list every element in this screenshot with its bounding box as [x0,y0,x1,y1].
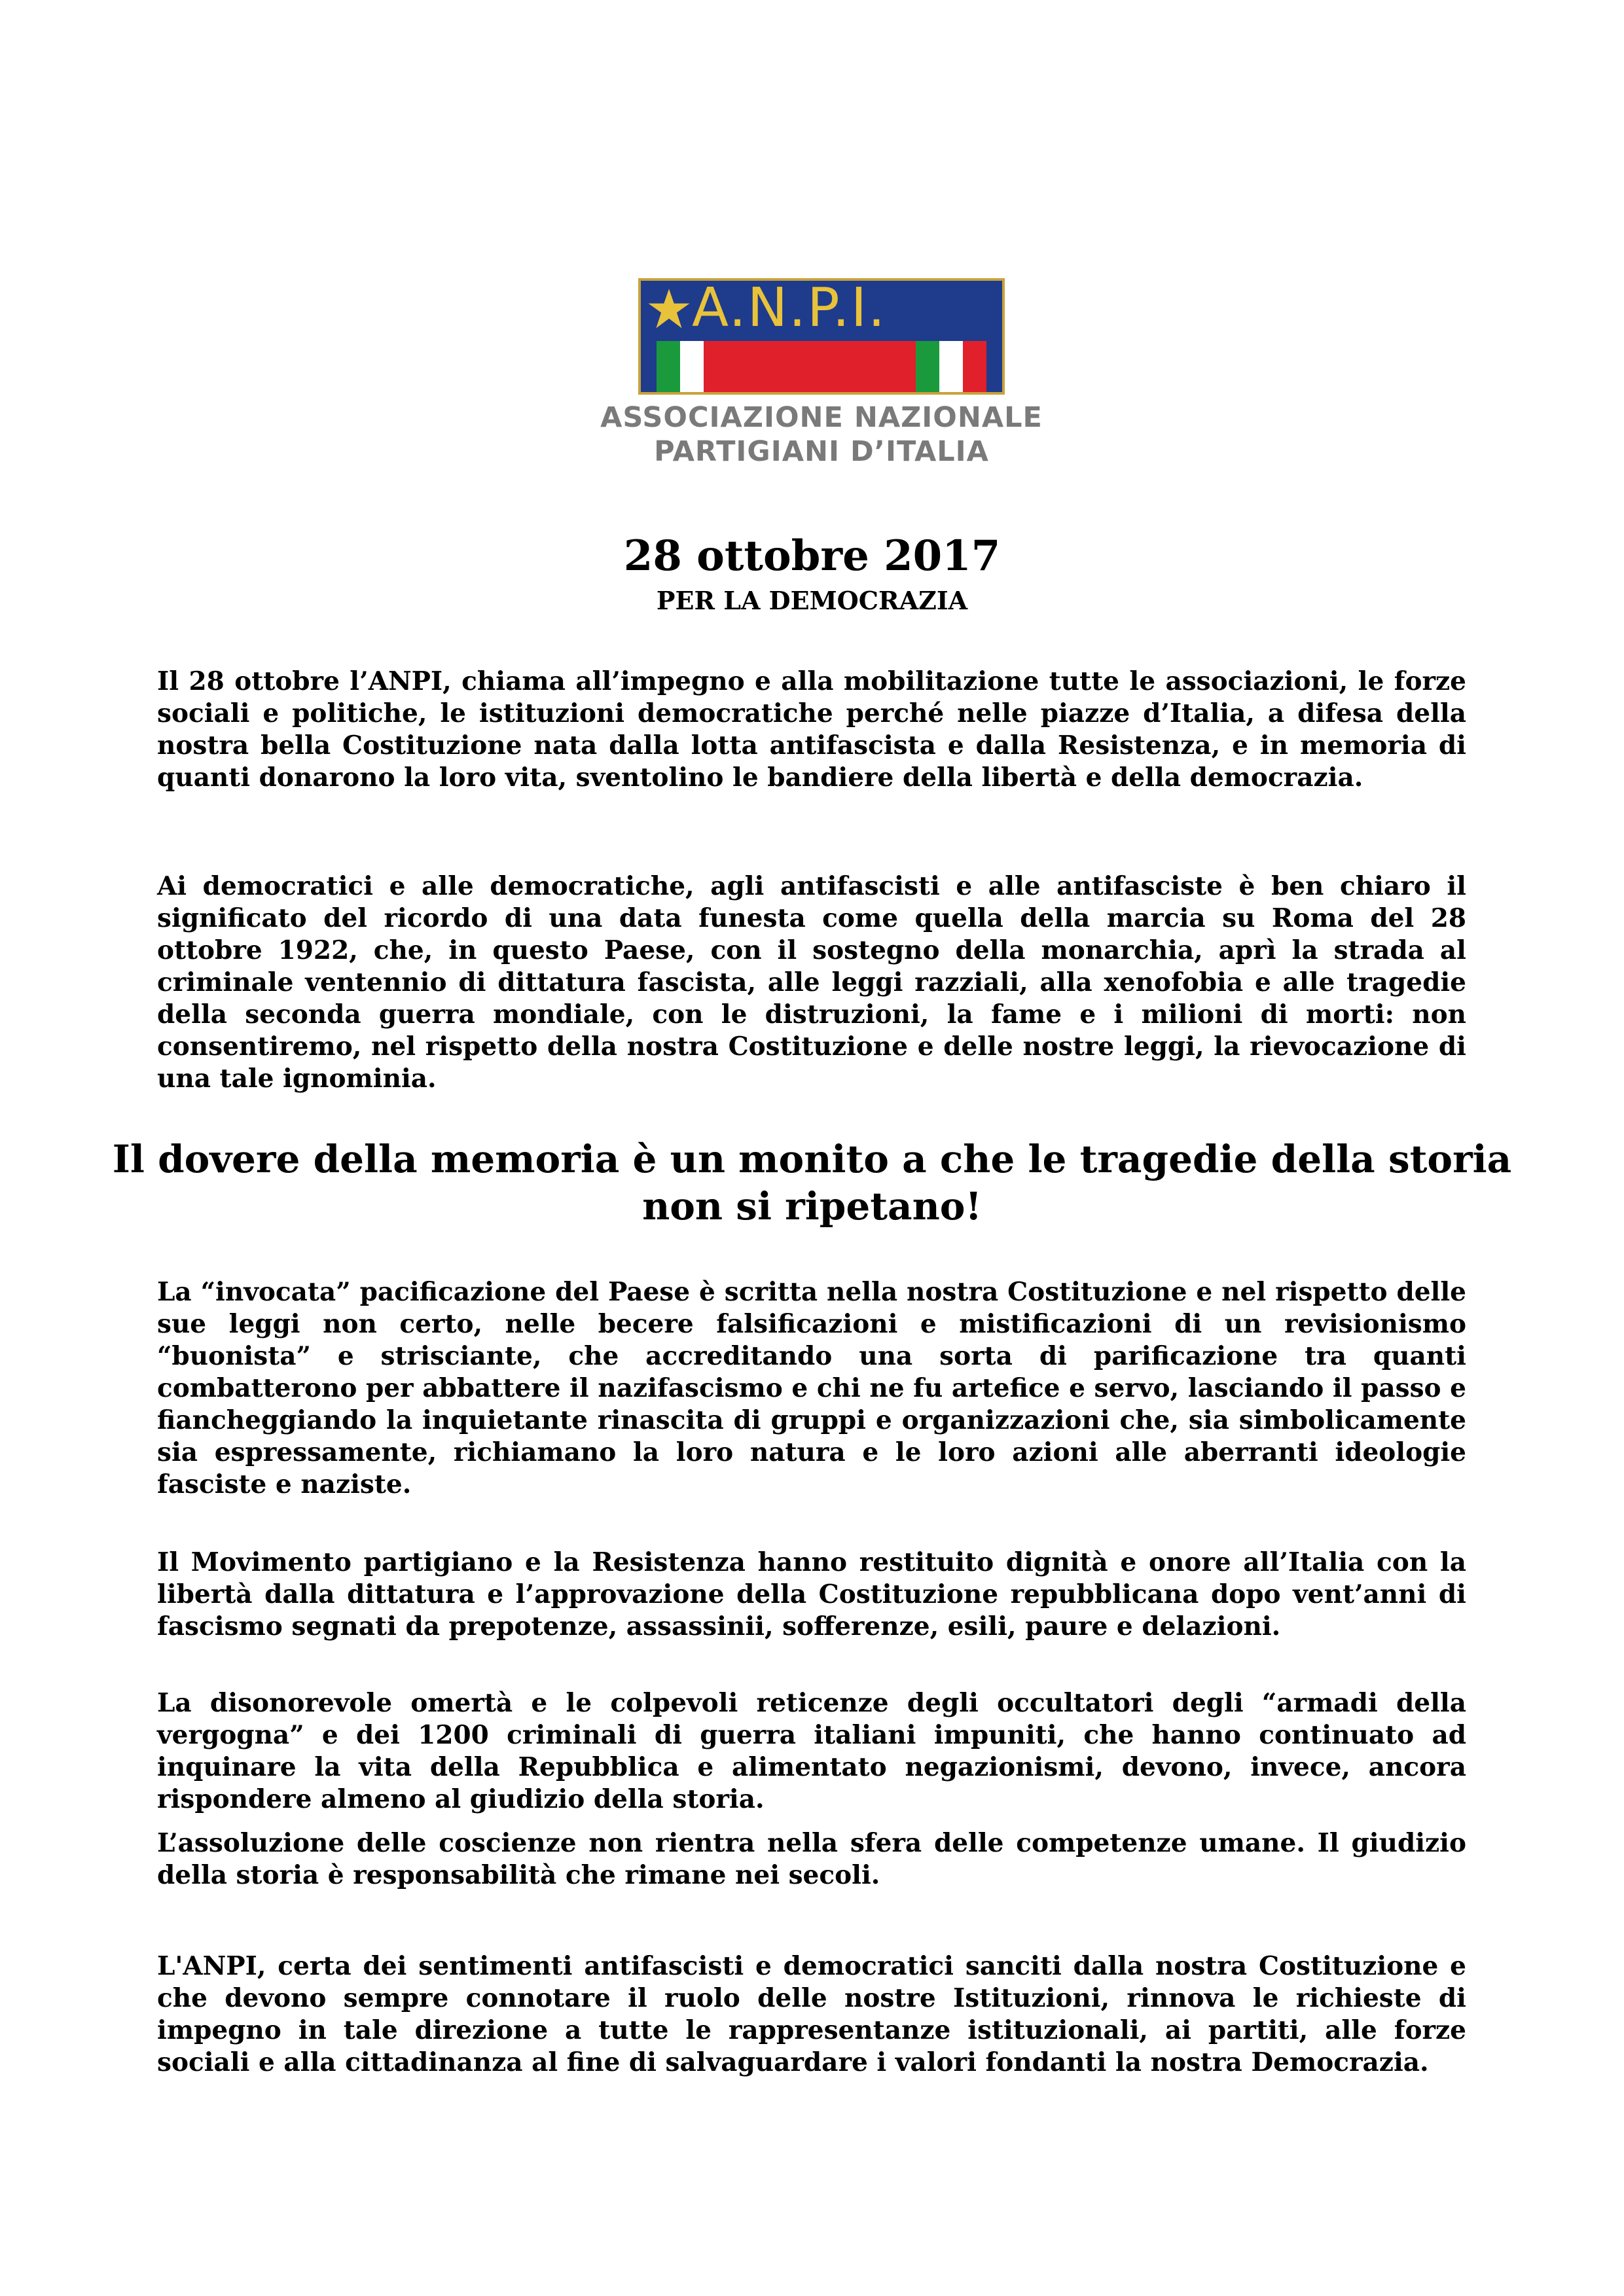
paragraph-2: Ai democratici e alle democratiche, agli antifascisti e alle antifasciste è ben chiaro il significato del ricordo di una data funesta come quella della marcia su Roma del 28 ottobre 1922, che, in questo Paese, con il sostegno della monarchia, aprì la strada al criminale ventennio di dittatura fascista, alle leggi razziali, alla xenofobia e alle tragedie della seconda guerra mondiale, con le distruzioni, la fame e i milioni di morti: non consentiremo, nel rispetto della nostra Costituzione e delle nostre leggi, la rievocazione di una tale ignominia. [157,871,1466,1094]
logo-name-line1: ASSOCIAZIONE NAZIONALE [600,401,1043,434]
highlighted-statement: Il dovere della memoria è un monito a che le tragedie della storia non si ripetano! [112,1137,1512,1229]
paragraph-7: L'ANPI, certa dei sentimenti antifascisti e democratici sanciti dalla nostra Costituzione e che devono sempre connotare il ruolo delle nostre Istituzioni, rinnova le richieste di impegno in tale direzione a tutte le rappresentanze istituzionali, ai partiti, alle forze sociali e alla cittadinanza al fine di salvaguardare i valori fondanti la nostra Democrazia. [157,1951,1466,2077]
logo-badge [638,278,1005,395]
logo-flag-stripes [641,341,1002,395]
page-title: 28 ottobre 2017 [623,531,1001,581]
logo-acronym: A.N.P.I. [692,278,887,339]
paragraph-1: Il 28 ottobre l’ANPI, chiama all’impegno e alla mobilitazione tutte le associazioni, le forze sociali e politiche, le istituzioni democratiche perché nelle piazze d’Italia, a difesa della nostra bella Costituzione nata dalla lotta antifascista e dalla Resistenza, e in memoria di quanti donarono la loro vita, sventolino le bandiere della libertà e della democrazia. [157,666,1466,793]
anpi-logo [600,278,1043,475]
page-subtitle: PER LA DEMOCRAZIA [656,586,968,615]
paragraph-6: L’assoluzione delle coscienze non rientra nella sfera delle competenze umane. Il giudizio della storia è responsabilità che rimane nei secoli. [157,1828,1466,1890]
star-icon [646,286,692,332]
logo-name-line2: PARTIGIANI D’ITALIA [654,435,989,468]
paragraph-4: Il Movimento partigiano e la Resistenza hanno restituito dignità e onore all’Italia con la libertà dalla dittatura e l’approvazione della Costituzione repubblicana dopo vent’anni di fascismo segnati da prepotenze, assassinii, sofferenze, esili, paure e delazioni. [157,1547,1466,1641]
paragraph-5: La disonorevole omertà e le colpevoli reticenze degli occultatori degli “armadi della vergogna” e dei 1200 criminali di guerra italiani impuniti, che hanno continuato ad inquinare la vita della Repubblica e alimentato negazionismi, devono, invece, ancora rispondere almeno al giudizio della storia. [157,1688,1466,1814]
paragraph-3: La “invocata” pacificazione del Paese è scritta nella nostra Costituzione e nel rispetto delle sue leggi non certo, nelle becere falsificazioni e mistificazioni di un revisionismo “buonista” e strisciante, che accreditando una sorta di parificazione tra quanti combatterono per abbattere il nazifascismo e chi ne fu artefice e servo, lasciando il passo e fiancheggiando la inquietante rinascita di gruppi e organizzazioni che, sia simbolicamente sia espressamente, richiamano la loro natura e le loro azioni alle aberranti ideologie fasciste e naziste. [157,1277,1466,1499]
